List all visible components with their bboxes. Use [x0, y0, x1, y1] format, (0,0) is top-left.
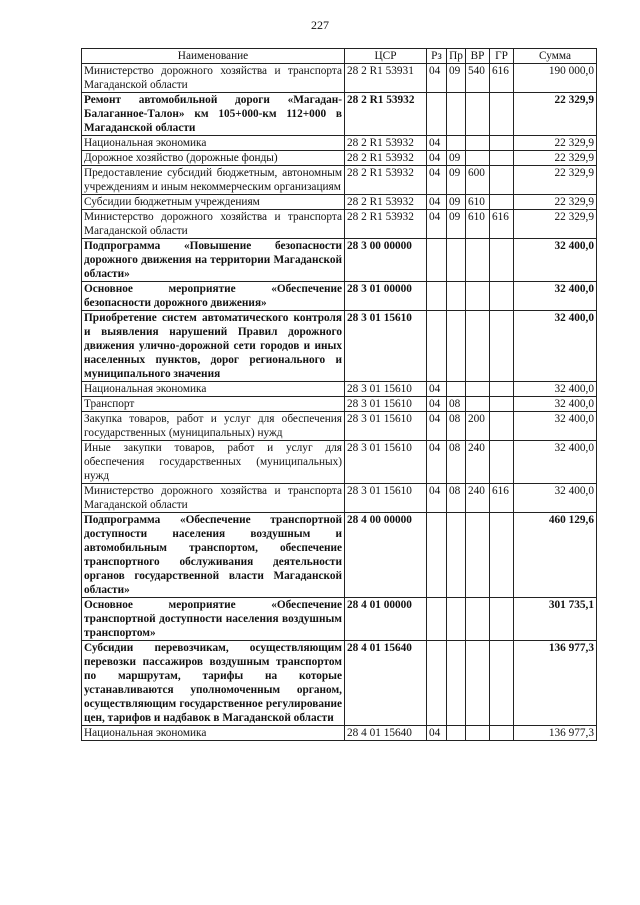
header-gr: ГР — [490, 49, 514, 64]
cell-csr: 28 2 R1 53932 — [345, 166, 427, 195]
table-row — [82, 239, 597, 282]
cell-csr: 28 2 R1 53932 — [345, 136, 427, 151]
cell-rz: 04 — [427, 136, 447, 151]
cell-name: Подпрограмма «Обеспечение транспортной доступности населения воздушным и автомобильным транспортом, обеспечение транспортного обслуживания деятельности органов государственной власти Магаданской области» — [82, 513, 345, 598]
cell-name: Субсидии бюджетным учреждениям — [82, 195, 345, 210]
header-name: Наименование — [82, 49, 345, 64]
cell-rz — [427, 641, 447, 726]
cell-sum: 32 400,0 — [514, 382, 597, 397]
cell-vr: 200 — [466, 412, 490, 441]
cell-pr — [447, 726, 466, 741]
table-row — [82, 598, 597, 641]
cell-rz: 04 — [427, 195, 447, 210]
header-sum: Сумма — [514, 49, 597, 64]
cell-name: Министерство дорожного хозяйства и транспорта Магаданской области — [82, 484, 345, 513]
table-row — [82, 397, 597, 412]
cell-vr: 610 — [466, 195, 490, 210]
cell-csr: 28 2 R1 53932 — [345, 195, 427, 210]
table-row — [82, 151, 597, 166]
cell-sum: 32 400,0 — [514, 239, 597, 282]
cell-name: Министерство дорожного хозяйства и транспорта Магаданской области — [82, 64, 345, 93]
cell-csr: 28 3 01 15610 — [345, 441, 427, 484]
cell-gr — [490, 239, 514, 282]
header-csr: ЦСР — [345, 49, 427, 64]
cell-rz — [427, 513, 447, 598]
cell-pr: 09 — [447, 195, 466, 210]
cell-vr — [466, 641, 490, 726]
cell-name: Субсидии перевозчикам, осуществляющим перевозки пассажиров воздушным транспортом по маршрутам, тарифы на которые устанавливаются уполномоченным органом, осуществляющим государственное регулирование цен, тарифов и надбавок в Магаданской области — [82, 641, 345, 726]
cell-gr — [490, 282, 514, 311]
cell-sum: 136 977,3 — [514, 641, 597, 726]
table-header-row — [82, 49, 597, 64]
cell-gr — [490, 311, 514, 382]
cell-sum: 32 400,0 — [514, 397, 597, 412]
cell-name: Ремонт автомобильной дороги «Магадан-Балаганное-Талон» км 105+000-км 112+000 в Магаданской области — [82, 93, 345, 136]
cell-vr — [466, 397, 490, 412]
cell-gr — [490, 641, 514, 726]
cell-name: Национальная экономика — [82, 726, 345, 741]
cell-gr — [490, 136, 514, 151]
cell-sum: 301 735,1 — [514, 598, 597, 641]
cell-csr: 28 4 01 15640 — [345, 641, 427, 726]
cell-csr: 28 4 01 15640 — [345, 726, 427, 741]
header-pr: Пр — [447, 49, 466, 64]
table-row — [82, 136, 597, 151]
table-row — [82, 484, 597, 513]
cell-vr — [466, 726, 490, 741]
table-row — [82, 513, 597, 598]
table-row — [82, 382, 597, 397]
cell-rz — [427, 311, 447, 382]
cell-rz: 04 — [427, 151, 447, 166]
cell-pr: 08 — [447, 441, 466, 484]
cell-name: Национальная экономика — [82, 136, 345, 151]
budget-table — [81, 48, 597, 741]
cell-name: Основное мероприятие «Обеспечение транспортной доступности населения воздушным транспортом» — [82, 598, 345, 641]
cell-vr — [466, 151, 490, 166]
cell-rz — [427, 282, 447, 311]
cell-name: Национальная экономика — [82, 382, 345, 397]
cell-name: Предоставление субсидий бюджетным, автономным учреждениям и иным некоммерческим организациям — [82, 166, 345, 195]
cell-pr: 08 — [447, 397, 466, 412]
cell-csr: 28 3 01 15610 — [345, 484, 427, 513]
cell-gr — [490, 726, 514, 741]
table-row — [82, 726, 597, 741]
cell-csr: 28 3 01 15610 — [345, 382, 427, 397]
cell-pr: 08 — [447, 484, 466, 513]
cell-gr — [490, 93, 514, 136]
cell-pr: 08 — [447, 412, 466, 441]
cell-sum: 22 329,9 — [514, 151, 597, 166]
cell-sum: 32 400,0 — [514, 412, 597, 441]
cell-vr: 240 — [466, 441, 490, 484]
cell-sum: 32 400,0 — [514, 484, 597, 513]
cell-name: Транспорт — [82, 397, 345, 412]
cell-gr — [490, 598, 514, 641]
cell-rz: 04 — [427, 166, 447, 195]
table-row — [82, 195, 597, 210]
cell-sum: 22 329,9 — [514, 93, 597, 136]
cell-sum: 32 400,0 — [514, 441, 597, 484]
cell-name: Иные закупки товаров, работ и услуг для обеспечения государственных (муниципальных) нужд — [82, 441, 345, 484]
cell-pr: 09 — [447, 210, 466, 239]
cell-csr: 28 3 01 00000 — [345, 282, 427, 311]
cell-sum: 32 400,0 — [514, 311, 597, 382]
cell-gr — [490, 441, 514, 484]
cell-name: Дорожное хозяйство (дорожные фонды) — [82, 151, 345, 166]
cell-sum: 460 129,6 — [514, 513, 597, 598]
cell-sum: 22 329,9 — [514, 136, 597, 151]
cell-name: Приобретение систем автоматического контроля и выявления нарушений Правил дорожного движения улично-дорожной сети городов и иных населенных пунктов, дорог регионального и муниципального значения — [82, 311, 345, 382]
cell-rz — [427, 239, 447, 282]
header-rz: Рз — [427, 49, 447, 64]
cell-rz: 04 — [427, 441, 447, 484]
table-row — [82, 311, 597, 382]
cell-csr: 28 2 R1 53932 — [345, 151, 427, 166]
cell-rz: 04 — [427, 726, 447, 741]
cell-rz: 04 — [427, 412, 447, 441]
table-row — [82, 641, 597, 726]
cell-vr: 240 — [466, 484, 490, 513]
table-row — [82, 93, 597, 136]
cell-csr: 28 4 00 00000 — [345, 513, 427, 598]
cell-rz: 04 — [427, 64, 447, 93]
table-row — [82, 64, 597, 93]
cell-gr: 616 — [490, 210, 514, 239]
cell-csr: 28 3 00 00000 — [345, 239, 427, 282]
cell-name: Основное мероприятие «Обеспечение безопасности дорожного движения» — [82, 282, 345, 311]
cell-pr — [447, 239, 466, 282]
header-vr: ВР — [466, 49, 490, 64]
table-body — [82, 64, 597, 741]
cell-pr — [447, 641, 466, 726]
cell-vr: 540 — [466, 64, 490, 93]
cell-gr — [490, 412, 514, 441]
table-row — [82, 210, 597, 239]
cell-rz — [427, 598, 447, 641]
cell-gr: 616 — [490, 64, 514, 93]
cell-pr: 09 — [447, 151, 466, 166]
cell-sum: 32 400,0 — [514, 282, 597, 311]
cell-sum: 22 329,9 — [514, 210, 597, 239]
cell-gr — [490, 151, 514, 166]
page-number: 227 — [311, 18, 329, 32]
cell-vr — [466, 136, 490, 151]
cell-sum: 22 329,9 — [514, 195, 597, 210]
cell-pr: 09 — [447, 166, 466, 195]
cell-pr — [447, 513, 466, 598]
cell-vr — [466, 311, 490, 382]
cell-rz: 04 — [427, 210, 447, 239]
cell-vr — [466, 239, 490, 282]
cell-pr: 09 — [447, 64, 466, 93]
cell-vr — [466, 513, 490, 598]
cell-vr — [466, 93, 490, 136]
cell-pr — [447, 93, 466, 136]
cell-vr: 600 — [466, 166, 490, 195]
cell-name: Подпрограмма «Повышение безопасности дорожного движения на территории Магаданской области» — [82, 239, 345, 282]
cell-gr — [490, 397, 514, 412]
cell-pr — [447, 136, 466, 151]
cell-pr — [447, 282, 466, 311]
cell-csr: 28 2 R1 53932 — [345, 210, 427, 239]
cell-rz: 04 — [427, 484, 447, 513]
cell-csr: 28 3 01 15610 — [345, 412, 427, 441]
table-row — [82, 282, 597, 311]
cell-vr: 610 — [466, 210, 490, 239]
cell-csr: 28 4 01 00000 — [345, 598, 427, 641]
cell-name: Министерство дорожного хозяйства и транспорта Магаданской области — [82, 210, 345, 239]
cell-vr — [466, 282, 490, 311]
cell-rz — [427, 93, 447, 136]
cell-sum: 136 977,3 — [514, 726, 597, 741]
cell-gr — [490, 382, 514, 397]
cell-pr — [447, 311, 466, 382]
cell-gr: 616 — [490, 484, 514, 513]
cell-rz: 04 — [427, 397, 447, 412]
cell-vr — [466, 598, 490, 641]
cell-rz: 04 — [427, 382, 447, 397]
cell-gr — [490, 195, 514, 210]
cell-csr: 28 3 01 15610 — [345, 397, 427, 412]
cell-csr: 28 2 R1 53931 — [345, 64, 427, 93]
cell-pr — [447, 598, 466, 641]
cell-sum: 22 329,9 — [514, 166, 597, 195]
cell-gr — [490, 166, 514, 195]
cell-sum: 190 000,0 — [514, 64, 597, 93]
cell-csr: 28 3 01 15610 — [345, 311, 427, 382]
cell-name: Закупка товаров, работ и услуг для обеспечения государственных (муниципальных) нужд — [82, 412, 345, 441]
cell-csr: 28 2 R1 53932 — [345, 93, 427, 136]
table-row — [82, 166, 597, 195]
table-row — [82, 412, 597, 441]
cell-pr — [447, 382, 466, 397]
cell-gr — [490, 513, 514, 598]
cell-vr — [466, 382, 490, 397]
table-row — [82, 441, 597, 484]
